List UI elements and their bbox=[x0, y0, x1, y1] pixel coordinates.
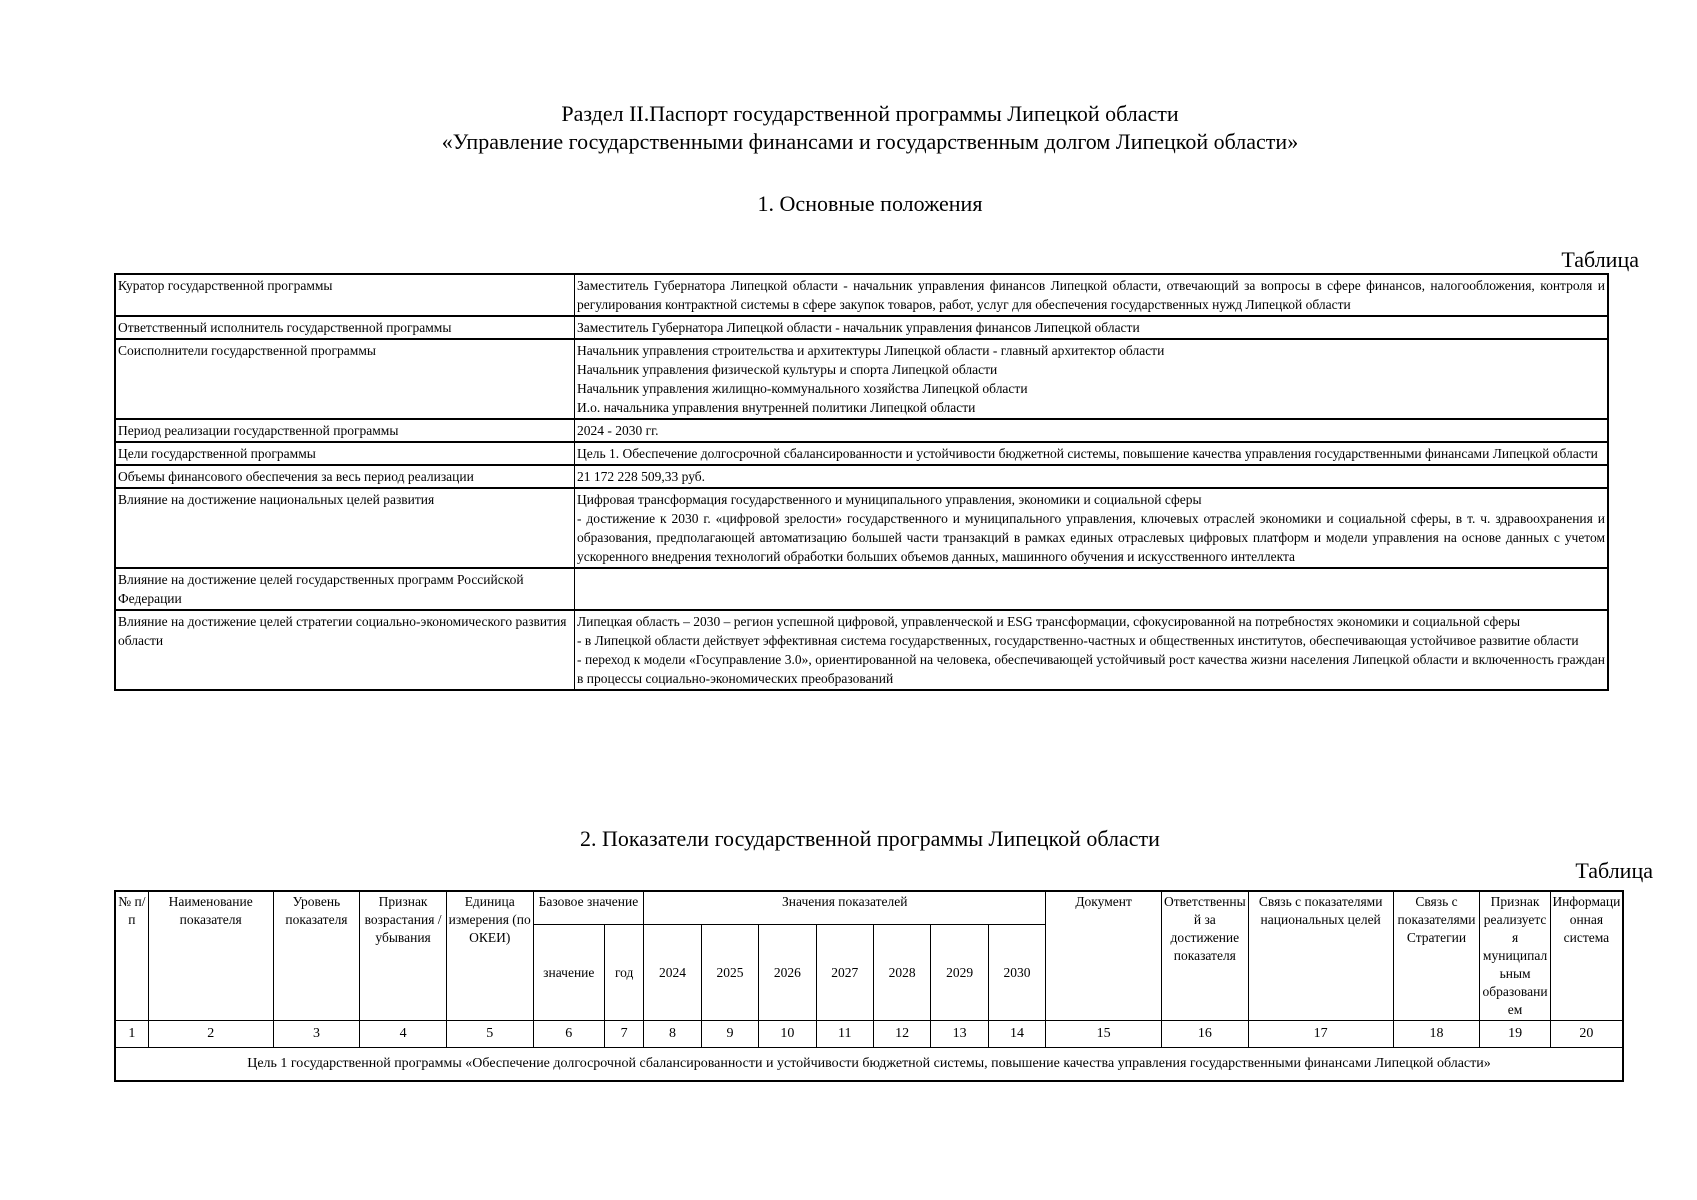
section-title: Раздел II.Паспорт государственной программы Липецкой области bbox=[561, 101, 1179, 126]
passport-row bbox=[115, 419, 1608, 442]
passport-row bbox=[115, 316, 1608, 339]
column-number-cell: 15 bbox=[1046, 1021, 1162, 1048]
passport-row bbox=[115, 488, 1608, 568]
passport-row-label: Соисполнители государственной программы bbox=[115, 339, 575, 419]
year-header: 2028 bbox=[873, 925, 930, 1021]
column-number-cell: 20 bbox=[1550, 1021, 1623, 1048]
column-number-cell: 1 bbox=[115, 1021, 148, 1048]
passport-row-value bbox=[575, 316, 1609, 339]
column-number-cell: 8 bbox=[644, 1021, 701, 1048]
passport-row-value bbox=[575, 488, 1609, 568]
passport-value-line: И.о. начальника управления внутренней политики Липецкой области bbox=[577, 400, 976, 415]
program-title: «Управление государственными финансами и государственным долгом Липецкой области» bbox=[441, 129, 1299, 154]
passport-row-value bbox=[575, 610, 1609, 690]
column-number-cell: 10 bbox=[759, 1021, 816, 1048]
passport-row-label: Цели государственной программы bbox=[115, 442, 575, 465]
year-header: 2030 bbox=[988, 925, 1045, 1021]
col-num-header: № п/п bbox=[115, 891, 148, 1021]
column-number-cell: 3 bbox=[273, 1021, 360, 1048]
passport-row-label: Объемы финансового обеспечения за весь период реализации bbox=[115, 465, 575, 488]
passport-value-line: Заместитель Губернатора Липецкой области - начальник управления финансов Липецкой области bbox=[577, 320, 1140, 335]
column-number-cell: 11 bbox=[816, 1021, 873, 1048]
column-number-cell: 9 bbox=[701, 1021, 758, 1048]
passport-row-label: Ответственный исполнитель государственной программы bbox=[115, 316, 575, 339]
table1-label: Таблица bbox=[1561, 247, 1639, 272]
passport-row-value bbox=[575, 419, 1609, 442]
passport-value-line: Цифровая трансформация государственного и муниципального управления, экономики и социальной сферы bbox=[577, 492, 1202, 507]
year-header: 2029 bbox=[931, 925, 988, 1021]
passport-value-line: Начальник управления строительства и архитектуры Липецкой области - главный архитектор области bbox=[577, 343, 1165, 358]
column-number-cell: 7 bbox=[605, 1021, 644, 1048]
year-header: 2024 bbox=[644, 925, 701, 1021]
passport-row bbox=[115, 339, 1608, 419]
column-number-cell: 2 bbox=[148, 1021, 273, 1048]
passport-table bbox=[114, 273, 1609, 691]
passport-row bbox=[115, 610, 1608, 690]
column-numbers-row bbox=[115, 1021, 1623, 1048]
year-header: 2027 bbox=[816, 925, 873, 1021]
indicators-table bbox=[114, 890, 1624, 1082]
column-number-cell: 17 bbox=[1248, 1021, 1393, 1048]
passport-value-line: 2024 - 2030 гг. bbox=[577, 423, 659, 438]
column-number-cell: 18 bbox=[1393, 1021, 1480, 1048]
col-level-header: Уровень показателя bbox=[273, 891, 360, 1021]
passport-row bbox=[115, 568, 1608, 610]
year-header: 2025 bbox=[701, 925, 758, 1021]
column-number-cell: 6 bbox=[533, 1021, 605, 1048]
passport-row bbox=[115, 465, 1608, 488]
passport-row-label: Влияние на достижение целей государственных программ Российской Федерации bbox=[115, 568, 575, 610]
passport-row-value bbox=[575, 465, 1609, 488]
col-unit-header: Единица измерения (по ОКЕИ) bbox=[446, 891, 533, 1021]
col-base-year-header: год bbox=[605, 925, 644, 1021]
col-strategy-link-header: Связь с показателями Стратегии bbox=[1393, 891, 1480, 1021]
passport-row bbox=[115, 274, 1608, 316]
passport-row-label: Влияние на достижение целей стратегии социально-экономического развития области bbox=[115, 610, 575, 690]
column-number-cell: 13 bbox=[931, 1021, 988, 1048]
col-trend-header: Признак возрастания / убывания bbox=[360, 891, 447, 1021]
column-number-cell: 5 bbox=[446, 1021, 533, 1048]
passport-row-label: Влияние на достижение национальных целей развития bbox=[115, 488, 575, 568]
section2-title: 2. Показатели государственной программы Липецкой области bbox=[580, 826, 1160, 851]
col-values-header: Значения показателей bbox=[644, 891, 1046, 925]
col-municipal-header: Признак реализуется муниципальным образованием bbox=[1480, 891, 1551, 1021]
passport-row-value bbox=[575, 442, 1609, 465]
passport-value-line: - достижение к 2030 г. «цифровой зрелости» государственного и муниципального управления, ключевых отраслей экономики и социальной сферы, в т. ч. здравоохранения и образования, предполагающей автоматизацию большей части транзакций в рамках единых отраслевых цифровых платформ и модели управления на основе данных с учетом ускоренного внедрения технологий обработки больших объемов данных, машинного обучения и искусственного интеллекта bbox=[577, 511, 1605, 564]
col-name-header: Наименование показателя bbox=[148, 891, 273, 1021]
passport-value-line: Начальник управления физической культуры и спорта Липецкой области bbox=[577, 362, 998, 377]
column-number-cell: 12 bbox=[873, 1021, 930, 1048]
passport-value-line: - в Липецкой области действует эффективная система государственных, государственно-частных и общественных институтов, обеспечивающая устойчивое развитие области bbox=[577, 633, 1579, 648]
passport-value-line: - переход к модели «Госуправление 3.0», ориентированной на человека, обеспечивающей устойчивый рост качества жизни населения Липецкой области и включенность граждан в процессы социально-экономических преобразований bbox=[577, 652, 1605, 686]
col-base-header: Базовое значение bbox=[533, 891, 644, 925]
passport-row-value bbox=[575, 568, 1609, 610]
column-number-cell: 16 bbox=[1162, 1021, 1249, 1048]
year-header: 2026 bbox=[759, 925, 816, 1021]
col-info-system-header: Информационная система bbox=[1550, 891, 1623, 1021]
passport-row bbox=[115, 442, 1608, 465]
passport-row-label: Период реализации государственной программы bbox=[115, 419, 575, 442]
col-responsible-header: Ответственный за достижение показателя bbox=[1162, 891, 1249, 1021]
section1-title: 1. Основные положения bbox=[757, 191, 983, 216]
column-number-cell: 4 bbox=[360, 1021, 447, 1048]
passport-row-value bbox=[575, 274, 1609, 316]
passport-value-line: Начальник управления жилищно-коммунального хозяйства Липецкой области bbox=[577, 381, 1028, 396]
passport-row-value bbox=[575, 339, 1609, 419]
passport-value-line: Заместитель Губернатора Липецкой области - начальник управления финансов Липецкой области, отвечающий за вопросы в сфере финансов, налогообложения, контроля и регулирования контрактной системы в сфере закупок товаров, работ, услуг для обеспечения государственных нужд Липецкой области bbox=[577, 278, 1605, 312]
column-number-cell: 14 bbox=[988, 1021, 1045, 1048]
col-national-link-header: Связь с показателями национальных целей bbox=[1248, 891, 1393, 1021]
col-document-header: Документ bbox=[1046, 891, 1162, 1021]
passport-row-label: Куратор государственной программы bbox=[115, 274, 575, 316]
col-base-value-header: значение bbox=[533, 925, 605, 1021]
passport-value-line: Липецкая область – 2030 – регион успешной цифровой, управленческой и ESG трансформации, сфокусированной на потребностях экономики и социальной сферы bbox=[577, 614, 1521, 629]
passport-value-line: Цель 1. Обеспечение долгосрочной сбалансированности и устойчивости бюджетной системы, повышение качества управления государственными финансами Липецкой области bbox=[577, 446, 1598, 461]
goal-row: Цель 1 государственной программы «Обеспечение долгосрочной сбалансированности и устойчивости бюджетной системы, повышение качества управления государственными финансами Липецкой области» bbox=[115, 1048, 1623, 1082]
passport-value-line: 21 172 228 509,33 руб. bbox=[577, 469, 706, 484]
table2-label: Таблица bbox=[1575, 858, 1653, 883]
column-number-cell: 19 bbox=[1480, 1021, 1551, 1048]
